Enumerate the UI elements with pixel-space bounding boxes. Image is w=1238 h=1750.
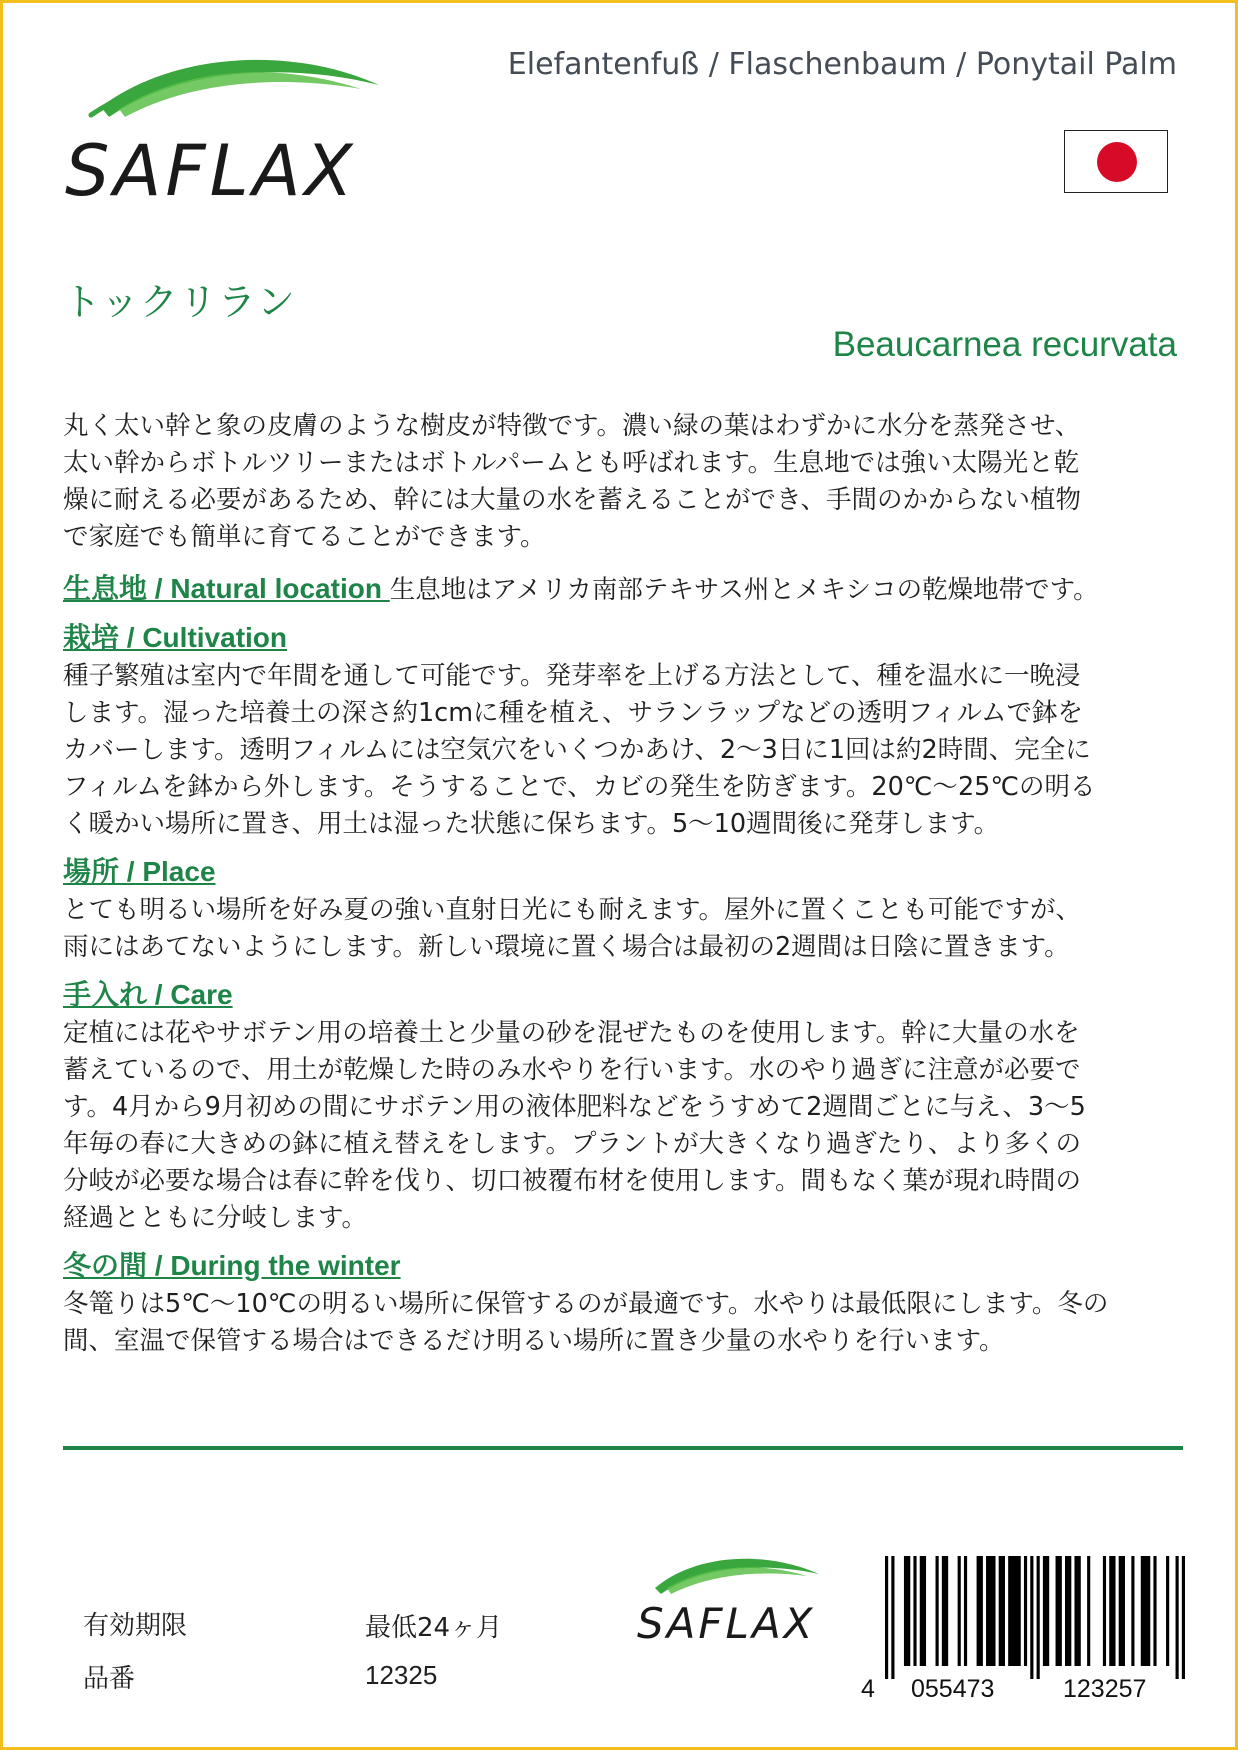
barcode-bar	[1119, 1556, 1125, 1666]
barcode-bar	[1056, 1556, 1062, 1666]
barcode	[885, 1556, 1185, 1679]
winter-heading: 冬の間 / During the winter	[63, 1250, 401, 1281]
expiry-value: 最低24ヶ月	[365, 1613, 503, 1643]
expiry-label: 有効期限	[83, 1611, 188, 1641]
item-number-value: 12325	[365, 1660, 438, 1690]
barcode-bar	[891, 1556, 894, 1679]
barcode-bar	[1131, 1556, 1134, 1666]
barcode-bar	[913, 1556, 916, 1666]
barcode-bar	[936, 1556, 939, 1666]
barcode-bar	[1008, 1556, 1021, 1666]
section-winter	[63, 1247, 1183, 1360]
natural-location-heading: 生息地 / Natural location	[63, 573, 390, 604]
barcode-bar	[1141, 1556, 1150, 1666]
plant-name-latin: Beaucarnea recurvata	[832, 325, 1177, 364]
barcode-bar	[1103, 1556, 1106, 1666]
barcode-bar	[1109, 1556, 1115, 1666]
common-names: Elefantenfuß / Flaschenbaum / Ponytail Palm	[507, 47, 1177, 82]
cultivation-heading: 栽培 / Cultivation	[63, 622, 288, 653]
barcode-left-digits: 055473	[911, 1675, 995, 1703]
barcode-bar	[964, 1556, 967, 1666]
care-line: 経過とともに分岐します。	[63, 1203, 367, 1233]
footer-divider	[63, 1446, 1183, 1450]
barcode-bar	[1074, 1556, 1080, 1666]
section-place	[63, 853, 1183, 966]
description-content	[63, 408, 1183, 1360]
barcode-bar	[1166, 1556, 1169, 1666]
cultivation-line: します。湿った培養土の深さ約1cmに種を植え、サランラップなどの透明フィルムで鉢を	[63, 698, 1084, 728]
barcode-bar	[1024, 1556, 1027, 1666]
item-number-label: 品番	[83, 1664, 136, 1694]
plant-name-japanese: トックリラン	[63, 280, 296, 324]
barcode-first-digit: 4	[861, 1675, 875, 1703]
barcode-bar	[1065, 1556, 1071, 1666]
barcode-bar	[977, 1556, 983, 1666]
section-care	[63, 976, 1183, 1237]
barcode-bar	[1087, 1556, 1090, 1666]
saflax-logo	[61, 45, 401, 215]
saflax-logo-graphic	[61, 45, 401, 215]
intro-paragraph	[63, 408, 1183, 556]
cultivation-line: フィルムを鉢から外します。そうすることで、カビの発生を防ぎます。20℃〜25℃の明る	[63, 772, 1096, 802]
barcode-bar	[942, 1556, 948, 1666]
barcode-bar	[885, 1556, 888, 1679]
japan-flag-icon	[1064, 130, 1168, 193]
care-heading: 手入れ / Care	[63, 979, 233, 1010]
barcode-bar	[999, 1556, 1005, 1666]
barcode-bar	[1043, 1556, 1049, 1666]
place-heading: 場所 / Place	[63, 856, 216, 887]
barcode-bars	[885, 1556, 1185, 1679]
cultivation-line: く暖かい場所に置き、用土は湿った状態に保ちます。5～10週間後に発芽します。	[63, 809, 1000, 839]
intro-line: 丸く太い幹と象の皮膚のような樹皮が特徴です。濃い緑の葉はわずかに水分を蒸発させ、	[63, 411, 1081, 441]
saflax-logo-small-graphic	[633, 1548, 833, 1653]
barcode-bar	[904, 1556, 910, 1666]
flag-red-disc	[1097, 142, 1137, 182]
barcode-right-digits: 123257	[1063, 1675, 1147, 1703]
barcode-bar	[986, 1556, 995, 1666]
section-cultivation	[63, 619, 1183, 843]
barcode-bar	[1030, 1556, 1033, 1679]
barcode-bar	[1153, 1556, 1156, 1666]
intro-line: で家庭でも簡単に育てることができます。	[63, 522, 546, 552]
natural-location-text: 生息地はアメリカ南部テキサス州とメキシコの乾燥地帯です。	[389, 575, 1099, 605]
care-line: 分岐が必要な場合は春に幹を伐り、切口被覆布材を使用します。間もなく葉が現れ時間の	[63, 1166, 1081, 1196]
barcode-bar	[1037, 1556, 1040, 1679]
saflax-logo-small	[633, 1548, 833, 1653]
care-line: 定植には花やサボテン用の培養土と少量の砂を混ぜたものを使用します。幹に大量の水を	[63, 1018, 1080, 1048]
logo-small-text: SAFLAX	[637, 1599, 816, 1648]
section-natural-location	[63, 570, 1183, 609]
care-line: 年毎の春に大きめの鉢に植え替えをします。プラントが大きくなり過ぎたり、より多くの	[63, 1129, 1081, 1159]
logo-text: SAFLAX	[65, 130, 357, 212]
winter-line: 間、室温で保管する場合はできるだけ明るい場所に置き少量の水やりを行います。	[63, 1326, 1005, 1356]
care-line: す。4月から9月初めの間にサボテン用の液体肥料などをうすめて2週間ごとに与え、3〜5	[63, 1092, 1086, 1122]
cultivation-line: カバーします。透明フィルムには空気穴をいくつかあけ、2～3日に1回は約2時間、完全に	[63, 735, 1091, 765]
barcode-bar	[1182, 1556, 1185, 1679]
intro-line: 燥に耐える必要があるため、幹には大量の水を蓄えることができ、手間のかからない植物	[63, 485, 1081, 515]
place-line: 雨にはあてないようにします。新しい環境に置く場合は最初の2週間は日陰に置きます。	[63, 932, 1070, 962]
winter-line: 冬篭りは5℃～10℃の明るい場所に保管するのが最適です。水やりは最低限にします。冬の	[63, 1289, 1109, 1319]
barcode-bar	[958, 1556, 961, 1666]
barcode-bar	[1176, 1556, 1179, 1679]
barcode-bar	[920, 1556, 926, 1666]
care-line: 蓄えているので、用土が乾燥した時のみ水やりを行います。水のやり過ぎに注意が必要で	[63, 1055, 1081, 1085]
cultivation-line: 種子繁殖は室内で年間を通して可能です。発芽率を上げる方法として、種を温水に一晩浸	[63, 661, 1081, 691]
place-line: とても明るい場所を好み夏の強い直射日光にも耐えます。屋外に置くことも可能ですが、	[63, 895, 1081, 925]
intro-line: 太い幹からボトルツリーまたはボトルパームとも呼ばれます。生息地では強い太陽光と乾	[63, 448, 1080, 478]
